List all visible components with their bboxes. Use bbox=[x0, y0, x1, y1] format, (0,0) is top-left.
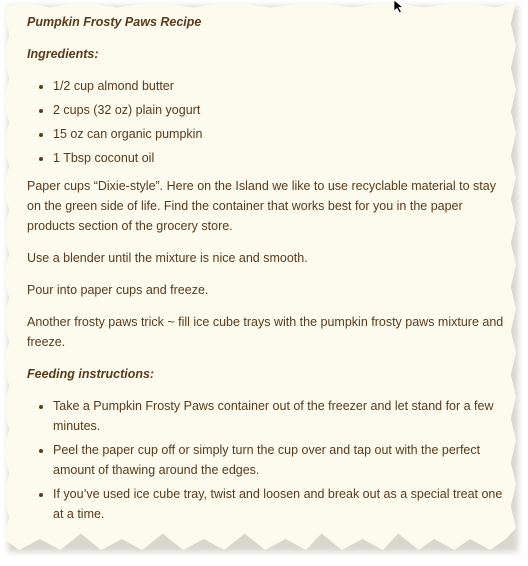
paragraph-blender: Use a blender until the mixture is nice and smooth. bbox=[27, 251, 308, 265]
list-item: • Take a Pumpkin Frosty Paws container out of the freezer and let stand for a few minutes. bbox=[53, 396, 505, 436]
list-item: • If you’ve used ice cube tray, twist and loosen and break out as a special treat one at a time. bbox=[53, 484, 505, 524]
list-item: • 1 Tbsp coconut oil bbox=[53, 148, 505, 168]
ingredients-heading: Ingredients: bbox=[27, 47, 99, 61]
ingredients-list bbox=[27, 76, 505, 168]
list-item: • 1/2 cup almond butter bbox=[53, 76, 505, 96]
paragraph-ice-cube-trick: Another frosty paws trick ~ fill ice cube trays with the pumpkin frosty paws mixture and freeze. bbox=[27, 315, 504, 349]
feeding-heading: Feeding instructions: bbox=[27, 367, 155, 381]
list-item: • 2 cups (32 oz) plain yogurt bbox=[53, 100, 505, 120]
list-item: • 15 oz can organic pumpkin bbox=[53, 124, 505, 144]
recipe-title: Pumpkin Frosty Paws Recipe bbox=[27, 15, 202, 29]
paragraph-containers: Paper cups “Dixie-style”. Here on the Island we like to use recyclable material to stay on the green side of life. Find the container that works best for you in the paper products section of the grocery store. bbox=[27, 179, 496, 233]
paragraph-freeze: Pour into paper cups and freeze. bbox=[27, 283, 209, 297]
recipe-content bbox=[27, 12, 505, 528]
feeding-instructions-list bbox=[27, 396, 505, 524]
list-item: • Peel the paper cup off or simply turn the cup over and tap out with the perfect amount of thawing around the edges. bbox=[53, 440, 505, 480]
